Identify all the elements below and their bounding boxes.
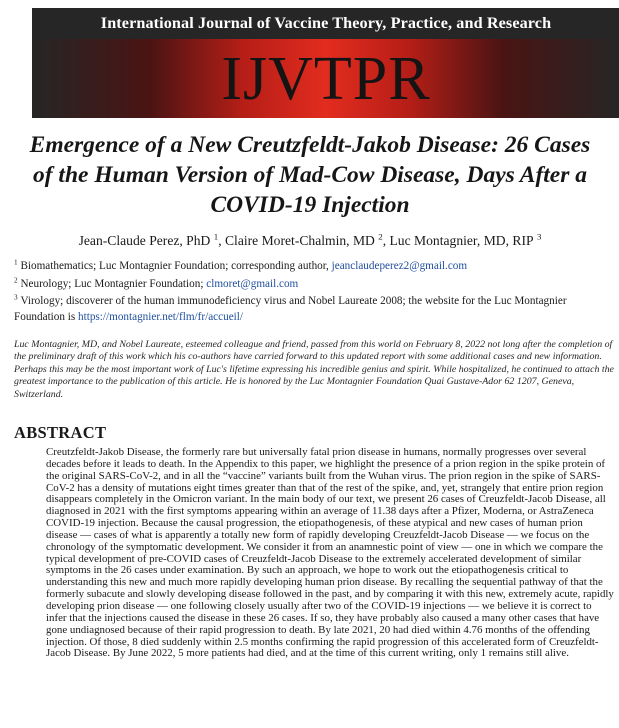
journal-banner bbox=[32, 8, 619, 118]
paper-title: Emergence of a New Creutzfeldt-Jakob Disease: 26 Cases of the Human Version of Mad-Cow Disease, Days After a COVID-19 Injection bbox=[29, 132, 591, 218]
email-link[interactable]: jeanclaudeperez2@gmail.com bbox=[331, 260, 468, 272]
affiliation-item bbox=[14, 277, 610, 293]
journal-full-name: International Journal of Vaccine Theory, Practice, and Research bbox=[100, 14, 552, 32]
affiliation-item bbox=[14, 294, 610, 325]
author-affiliation-mark: 1 bbox=[213, 231, 219, 242]
abstract-heading: ABSTRACT bbox=[14, 423, 107, 442]
affiliation-mark: 3 bbox=[14, 293, 18, 302]
affiliation-mark: 2 bbox=[14, 275, 18, 284]
abstract-body: Creutzfeldt-Jakob Disease, the formerly rare but universally fatal prion disease in humans, normally progresses over several decades before it leads to death. In the Appendix to this paper, we highlight the presence of a prion region in the spike protein of the original SARS-CoV-2, and in all the “vaccine” variants built from the Wuhan virus. The prion region in the spike of SARS-CoV-2 has a density of mutations eight times greater than that of the rest of the spike, and, yet, strangely that entire prion region disappears completely in the Omicron variant. In the main body of our text, we present 26 cases of Creuzfeldt-Jacob Disease, all diagnosed in 2021 with the first symptoms appearing within an average of 11.38 days after a Pfizer, Moderna, or AstraZeneca COVID-19 injection. Because the causal progression, the etiopathogenesis, of these atypical and new cases of human prion disease — cases of what is apparently a totally new form of rapidly developing Creuzfeldt-Jacob Disease — we focus on the chronology of the symptomatic development. We consider it from an anamnestic point of view — one in which we compare the typical development of pre-COVID cases of Creuzfeldt-Jacob Disease to the extremely accelerated development of similar symptoms in the 26 cases under examination. By such an approach, we hope to work out the etiopathogenesis critical to understanding this new and much more rapidly developing human prion disease. By recalling the sequential pathway of that the formerly subacute and slowly developing disease followed in the past, and by comparing it with this new, extremely acute, rapidly developing prion disease — one following closely usually after two of the COVID-19 injections — we believe it is correct to infer that the injections caused the disease in these 26 cases. If so, they have probably also caused a many other cases that have gone undiagnosed because of their rapid progression to death. By late 2021, 20 had died within 4.76 months of the offending injection. Of those, 8 died suddenly within 2.5 months confirming the rapid progression of this accelerated form of Creuzfeldt-Jacob Disease. By June 2022, 5 more patients had died, and at the time of this current writing, only 1 remains still alive. bbox=[46, 446, 614, 660]
affiliation-text: Virology; discoverer of the human immunodeficiency virus and Nobel Laureate 2008; the website for the Luc Montagnier Foundation is bbox=[14, 295, 567, 323]
journal-acronym-band bbox=[32, 39, 619, 118]
author-name: Jean-Claude Perez, PhD bbox=[78, 233, 211, 248]
website-link[interactable]: https://montagnier.net/flm/fr/accueil/ bbox=[78, 310, 244, 323]
author-list: Jean-Claude Perez, PhD $^1$, Claire Moret-Chalmin, MD $^2$, Luc Montagnier, MD, RIP $^3$ bbox=[78, 231, 542, 248]
dedication-note: Luc Montagnier, MD, and Nobel Laureate, esteemed colleague and friend, passed from this world on February 8, 2022 not long after the completion of the preliminary draft of this work which his co-authors have carried forward to this updated report with some additional cases and new information. Perhaps this may be the most important work of Luc's lifetime expressing his incredible genius and spirit. While hospitalized, he continued to attach the greatest importance to the publication of this article. He is honored by the Luc Montagnier Foundation Quai Gustave-Ador 62 1207, Geneva, Switzerland. bbox=[14, 339, 614, 400]
author-name: Luc Montagnier, MD, RIP bbox=[389, 233, 534, 248]
affiliation-item bbox=[14, 259, 610, 275]
affiliation-mark: 1 bbox=[14, 258, 18, 267]
affiliations bbox=[14, 259, 610, 327]
journal-acronym: IJVTPR bbox=[221, 45, 431, 113]
email-link[interactable]: clmoret@gmail.com bbox=[206, 277, 299, 290]
affiliation-text: Biomathematics; Luc Montagnier Foundation; corresponding author, bbox=[20, 260, 329, 272]
author-name: Claire Moret-Chalmin, MD bbox=[224, 233, 375, 248]
author-affiliation-mark: 3 bbox=[536, 231, 542, 242]
affiliation-text: Neurology; Luc Montagnier Foundation; bbox=[20, 277, 204, 290]
author-affiliation-mark: 2 bbox=[378, 231, 383, 242]
